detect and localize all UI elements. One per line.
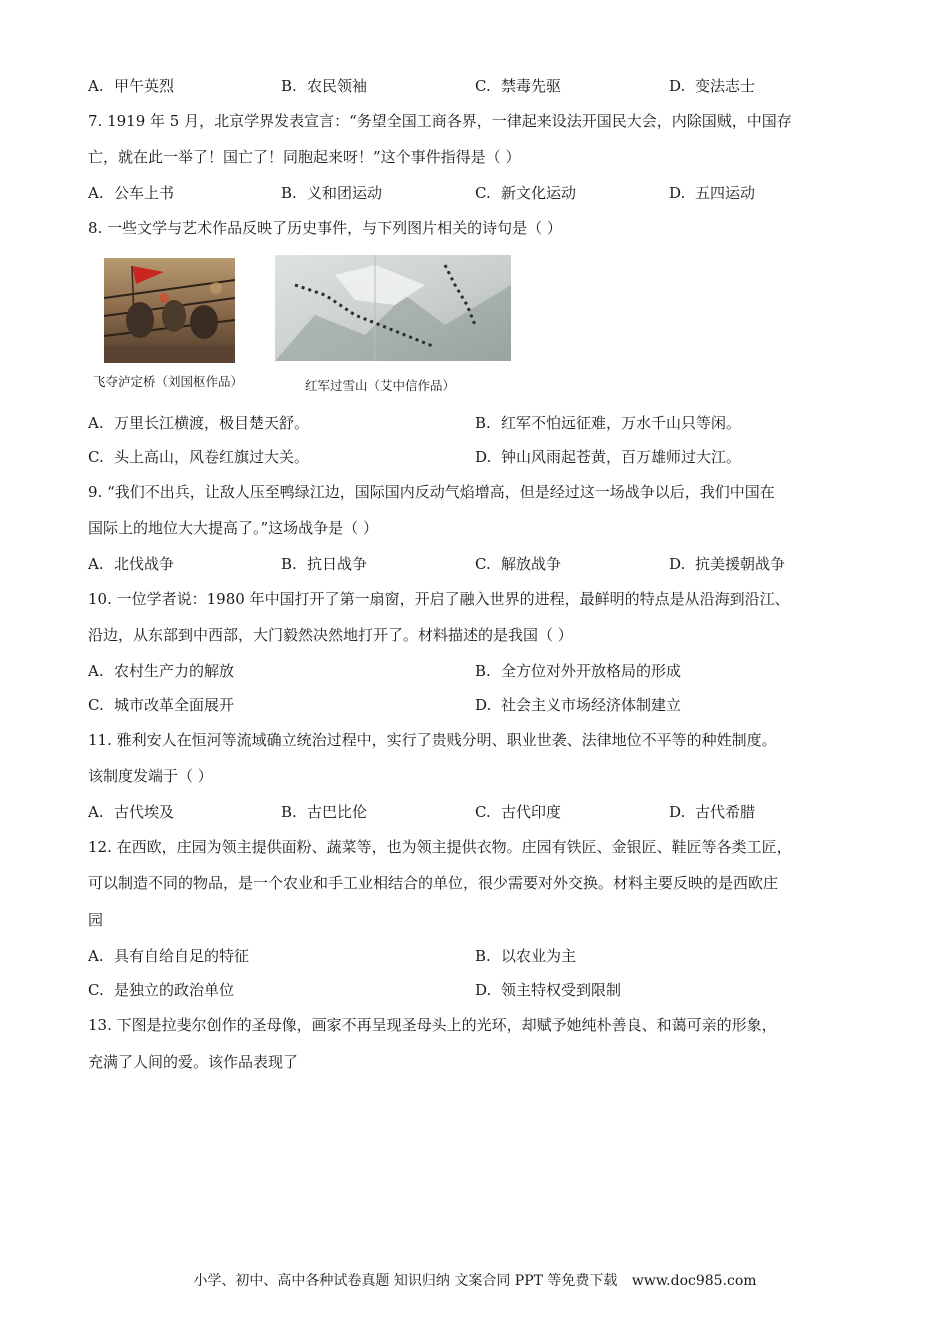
q9-stem-line1: 9. “我们不出兵，让敌人压至鸭绿江边，国际国内反动气焰增高，但是经过这一场战争以后，我们中国在 bbox=[88, 483, 775, 501]
q11-option-d: D. 古代希腊 bbox=[669, 803, 756, 821]
q10-stem-line1: 10. 一位学者说：1980 年中国打开了第一扇窗，开启了融入世界的进程，最鲜明的特点是从沿海到沿江、 bbox=[88, 590, 790, 608]
q13-stem-line2: 充满了人间的爱。该作品表现了 bbox=[88, 1053, 299, 1071]
q9-option-c: C. 解放战争 bbox=[475, 555, 562, 573]
q7-stem-line1: 7. 1919 年 5 月，北京学界发表宣言：“务望全国工商各界，一律起来设法开国民大会，内除国贼，中国存 bbox=[88, 112, 792, 130]
q11-option-b: B. 古巴比伦 bbox=[281, 803, 368, 821]
q6-option-a: A. 甲午英烈 bbox=[88, 77, 175, 95]
q8-option-c: C. 头上高山，风卷红旗过大关。 bbox=[88, 448, 310, 466]
q12-option-d: D. 领主特权受到限制 bbox=[475, 981, 622, 999]
q7-stem-line2: 亡，就在此一举了！国亡了！同胞起来呀！”这个事件指得是（ ） bbox=[88, 148, 521, 166]
q6-option-c: C. 禁毒先驱 bbox=[475, 77, 562, 95]
q11-option-c: C. 古代印度 bbox=[475, 803, 562, 821]
q9-option-a: A. 北伐战争 bbox=[88, 555, 175, 573]
q9-stem-line2: 国际上的地位大大提高了。”这场战争是（ ） bbox=[88, 519, 378, 537]
q11-option-a: A. 古代埃及 bbox=[88, 803, 175, 821]
page-footer bbox=[0, 1270, 950, 1290]
q10-stem-line2: 沿边，从东部到中西部，大门毅然决然地打开了。材料描述的是我国（ ） bbox=[88, 626, 573, 644]
q12-option-a: A. 具有自给自足的特征 bbox=[88, 947, 250, 965]
q10-option-b: B. 全方位对外开放格局的形成 bbox=[475, 662, 682, 680]
figure2-caption: 红军过雪山（艾中信作品） bbox=[305, 378, 456, 393]
q12-stem-line2: 可以制造不同的物品，是一个农业和手工业相结合的单位，很少需要对外交换。材料主要反映的是西欧庄 bbox=[88, 874, 779, 892]
q10-option-c: C. 城市改革全面展开 bbox=[88, 696, 235, 714]
snow-mountain-painting bbox=[275, 255, 511, 361]
q13-stem-line1: 13. 下图是拉斐尔创作的圣母像，画家不再呈现圣母头上的光环，却赋予她纯朴善良、和蔼可亲的形象， bbox=[88, 1016, 777, 1034]
footer-site-link[interactable]: www.doc985.com bbox=[631, 1273, 757, 1289]
luding-bridge-painting bbox=[104, 258, 235, 363]
q10-option-a: A. 农村生产力的解放 bbox=[88, 662, 235, 680]
q9-option-b: B. 抗日战争 bbox=[281, 555, 368, 573]
q10-option-d: D. 社会主义市场经济体制建立 bbox=[475, 696, 682, 714]
q8-option-a: A. 万里长江横渡，极目楚天舒。 bbox=[88, 414, 310, 432]
q6-option-d: D. 变法志士 bbox=[669, 77, 756, 95]
q11-stem-line2: 该制度发端于（ ） bbox=[88, 767, 213, 785]
q12-stem-line3: 园 bbox=[88, 911, 104, 929]
footer-text: 小学、初中、高中各种试卷真题 知识归纳 文案合同 PPT 等免费下载 bbox=[193, 1273, 618, 1289]
q7-option-b: B. 义和团运动 bbox=[281, 184, 383, 202]
q6-option-b: B. 农民领袖 bbox=[281, 77, 368, 95]
q12-stem-line1: 12. 在西欧，庄园为领主提供面粉、蔬菜等，也为领主提供衣物。庄园有铁匠、金银匠、鞋匠等各类工匠， bbox=[88, 838, 792, 856]
figure1-caption: 飞夺泸定桥（刘国枢作品） bbox=[93, 374, 244, 389]
q8-option-d: D. 钟山风雨起苍黄，百万雄师过大江。 bbox=[475, 448, 742, 466]
q8-option-b: B. 红军不怕远征难，万水千山只等闲。 bbox=[475, 414, 742, 432]
q7-option-d: D. 五四运动 bbox=[669, 184, 756, 202]
q7-option-c: C. 新文化运动 bbox=[475, 184, 577, 202]
q9-option-d: D. 抗美援朝战争 bbox=[669, 555, 786, 573]
q8-stem: 8. 一些文学与艺术作品反映了历史事件，与下列图片相关的诗句是（ ） bbox=[88, 219, 562, 237]
q12-option-b: B. 以农业为主 bbox=[475, 947, 577, 965]
q12-option-c: C. 是独立的政治单位 bbox=[88, 981, 235, 999]
q7-option-a: A. 公车上书 bbox=[88, 184, 175, 202]
q11-stem-line1: 11. 雅利安人在恒河等流域确立统治过程中，实行了贵贱分明、职业世袭、法律地位不平等的种姓制度。 bbox=[88, 731, 777, 749]
